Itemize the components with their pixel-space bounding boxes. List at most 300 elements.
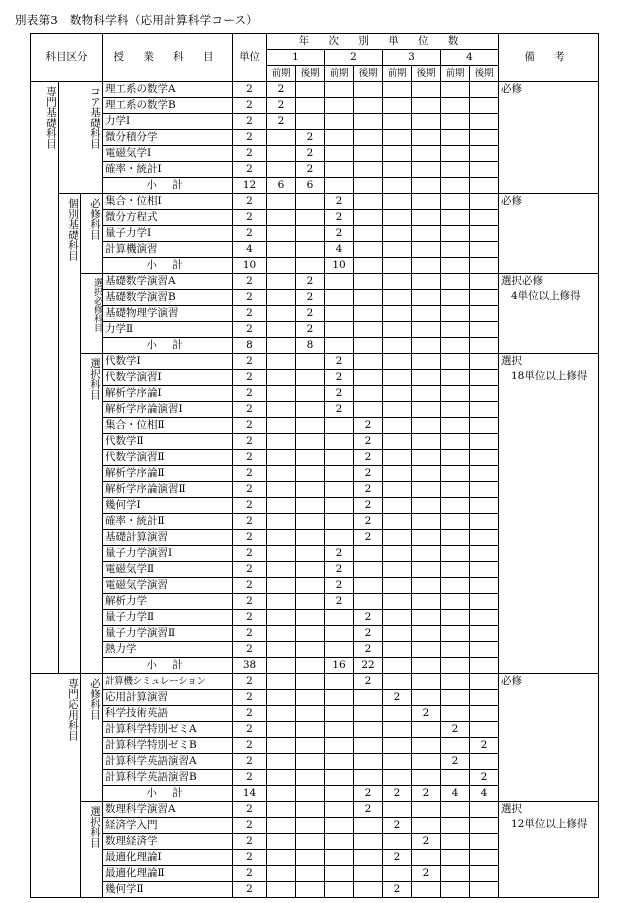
term-units-cell xyxy=(470,466,499,482)
term-units-cell xyxy=(296,578,325,594)
term-units-cell xyxy=(325,674,354,690)
term-units-cell xyxy=(325,338,354,354)
subject-name: 科学技術英語 xyxy=(103,706,233,722)
term-units-cell xyxy=(267,402,296,418)
term-units-cell xyxy=(296,210,325,226)
term-units-cell: 2 xyxy=(354,610,383,626)
term-units-cell xyxy=(267,258,296,274)
term-units-cell xyxy=(470,210,499,226)
table-row xyxy=(31,82,599,98)
term-units-cell xyxy=(470,514,499,530)
term-units-cell xyxy=(296,738,325,754)
header-term: 後期 xyxy=(412,66,441,82)
term-units-cell: 2 xyxy=(354,802,383,818)
term-units-cell xyxy=(267,434,296,450)
term-units-cell xyxy=(441,674,470,690)
term-units-cell xyxy=(354,306,383,322)
term-units-cell xyxy=(470,562,499,578)
term-units-cell xyxy=(296,818,325,834)
term-units-cell xyxy=(296,626,325,642)
term-units-cell xyxy=(412,546,441,562)
term-units-cell: 2 xyxy=(383,818,412,834)
term-units-cell xyxy=(267,418,296,434)
term-units-cell xyxy=(412,402,441,418)
term-units-cell xyxy=(441,82,470,98)
header-yearly-units: 年 次 別 単 位 数 xyxy=(267,34,499,50)
subject-name: 解析力学 xyxy=(103,594,233,610)
term-units-cell xyxy=(325,866,354,882)
units-cell: 12 xyxy=(233,178,267,194)
term-units-cell xyxy=(383,242,412,258)
term-units-cell xyxy=(325,610,354,626)
term-units-cell xyxy=(470,594,499,610)
term-units-cell xyxy=(267,658,296,674)
term-units-cell xyxy=(470,482,499,498)
term-units-cell xyxy=(354,754,383,770)
term-units-cell xyxy=(470,834,499,850)
term-units-cell xyxy=(470,130,499,146)
term-units-cell xyxy=(383,178,412,194)
term-units-cell xyxy=(470,882,499,898)
subject-name: 幾何学Ⅰ xyxy=(103,498,233,514)
term-units-cell xyxy=(296,354,325,370)
subject-name: 代数学演習Ⅱ xyxy=(103,450,233,466)
term-units-cell xyxy=(412,242,441,258)
units-cell: 2 xyxy=(233,290,267,306)
remarks-cell xyxy=(499,82,599,194)
term-units-cell: 2 xyxy=(267,114,296,130)
term-units-cell: 2 xyxy=(383,882,412,898)
subject-name: 応用計算演習 xyxy=(103,690,233,706)
term-units-cell: 2 xyxy=(296,162,325,178)
term-units-cell xyxy=(470,370,499,386)
term-units-cell xyxy=(412,626,441,642)
subject-name: 熱力学 xyxy=(103,642,233,658)
term-units-cell xyxy=(383,594,412,610)
term-units-cell xyxy=(470,626,499,642)
term-units-cell xyxy=(267,834,296,850)
term-units-cell xyxy=(441,162,470,178)
term-units-cell xyxy=(383,642,412,658)
term-units-cell xyxy=(470,290,499,306)
term-units-cell: 2 xyxy=(383,690,412,706)
term-units-cell xyxy=(412,98,441,114)
term-units-cell xyxy=(325,114,354,130)
term-units-cell xyxy=(267,514,296,530)
term-units-cell xyxy=(383,562,412,578)
term-units-cell xyxy=(354,82,383,98)
term-units-cell xyxy=(383,114,412,130)
remarks-line: 選択 xyxy=(501,355,522,367)
term-units-cell xyxy=(354,146,383,162)
header-term: 前期 xyxy=(441,66,470,82)
subject-name: 微分方程式 xyxy=(103,210,233,226)
table-row xyxy=(31,274,599,290)
term-units-cell: 6 xyxy=(296,178,325,194)
category-sentaku: 選択科目 xyxy=(81,354,103,674)
term-units-cell xyxy=(441,354,470,370)
units-cell: 2 xyxy=(233,498,267,514)
term-units-cell xyxy=(441,434,470,450)
subject-name: 解析学序論Ⅱ xyxy=(103,466,233,482)
term-units-cell xyxy=(383,322,412,338)
category-core: コア基礎科目 xyxy=(59,82,103,194)
term-units-cell xyxy=(267,594,296,610)
term-units-cell xyxy=(267,226,296,242)
term-units-cell xyxy=(441,530,470,546)
term-units-cell: 2 xyxy=(325,386,354,402)
term-units-cell xyxy=(441,578,470,594)
term-units-cell xyxy=(470,818,499,834)
term-units-cell xyxy=(267,322,296,338)
term-units-cell: 2 xyxy=(354,482,383,498)
term-units-cell xyxy=(354,818,383,834)
term-units-cell xyxy=(441,802,470,818)
term-units-cell: 2 xyxy=(267,98,296,114)
term-units-cell xyxy=(267,802,296,818)
units-cell: 2 xyxy=(233,770,267,786)
category-oyo-hisshu: 必修科目 xyxy=(81,674,103,802)
term-units-cell xyxy=(354,738,383,754)
term-units-cell xyxy=(470,754,499,770)
term-units-cell xyxy=(296,610,325,626)
term-units-cell xyxy=(267,386,296,402)
term-units-cell: 2 xyxy=(354,642,383,658)
term-units-cell xyxy=(267,738,296,754)
term-units-cell xyxy=(354,258,383,274)
term-units-cell xyxy=(267,722,296,738)
term-units-cell: 2 xyxy=(325,354,354,370)
term-units-cell xyxy=(470,146,499,162)
subject-name: 計算機演習 xyxy=(103,242,233,258)
remarks-line: 必修 xyxy=(501,195,522,207)
table-row xyxy=(31,354,599,370)
term-units-cell xyxy=(412,674,441,690)
units-cell: 2 xyxy=(233,850,267,866)
term-units-cell xyxy=(383,610,412,626)
remarks-cell xyxy=(499,274,599,354)
term-units-cell xyxy=(441,706,470,722)
term-units-cell xyxy=(412,178,441,194)
term-units-cell xyxy=(267,770,296,786)
subject-name: 最適化理論Ⅰ xyxy=(103,850,233,866)
units-cell: 2 xyxy=(233,674,267,690)
term-units-cell xyxy=(470,322,499,338)
header-year: 2 xyxy=(325,50,383,66)
term-units-cell xyxy=(354,322,383,338)
term-units-cell xyxy=(441,834,470,850)
term-units-cell xyxy=(354,546,383,562)
subject-name: 基礎物理学演習 xyxy=(103,306,233,322)
subject-name: 集合・位相Ⅰ xyxy=(103,194,233,210)
term-units-cell xyxy=(267,146,296,162)
term-units-cell xyxy=(267,450,296,466)
term-units-cell xyxy=(325,786,354,802)
term-units-cell: 2 xyxy=(354,786,383,802)
subject-name: 量子力学Ⅱ xyxy=(103,610,233,626)
term-units-cell: 2 xyxy=(441,722,470,738)
term-units-cell xyxy=(470,578,499,594)
term-units-cell xyxy=(296,658,325,674)
units-cell: 2 xyxy=(233,594,267,610)
term-units-cell: 2 xyxy=(325,594,354,610)
units-cell: 2 xyxy=(233,434,267,450)
term-units-cell xyxy=(470,450,499,466)
term-units-cell xyxy=(296,514,325,530)
subject-name: 理工系の数学A xyxy=(103,82,233,98)
term-units-cell xyxy=(325,738,354,754)
term-units-cell xyxy=(441,626,470,642)
term-units-cell xyxy=(267,482,296,498)
term-units-cell xyxy=(412,354,441,370)
term-units-cell xyxy=(383,338,412,354)
term-units-cell xyxy=(296,546,325,562)
term-units-cell xyxy=(383,450,412,466)
term-units-cell: 2 xyxy=(412,866,441,882)
term-units-cell: 2 xyxy=(354,418,383,434)
term-units-cell xyxy=(441,178,470,194)
term-units-cell: 4 xyxy=(325,242,354,258)
units-cell: 2 xyxy=(233,466,267,482)
term-units-cell xyxy=(267,754,296,770)
term-units-cell xyxy=(441,450,470,466)
term-units-cell xyxy=(383,658,412,674)
term-units-cell xyxy=(354,354,383,370)
term-units-cell xyxy=(383,370,412,386)
term-units-cell xyxy=(412,386,441,402)
term-units-cell: 2 xyxy=(325,226,354,242)
term-units-cell xyxy=(354,770,383,786)
term-units-cell: 10 xyxy=(325,258,354,274)
term-units-cell xyxy=(296,482,325,498)
subtotal-label: 小 計 xyxy=(103,338,233,354)
term-units-cell xyxy=(267,674,296,690)
term-units-cell xyxy=(296,562,325,578)
term-units-cell xyxy=(441,258,470,274)
units-cell: 2 xyxy=(233,578,267,594)
subject-name: 幾何学Ⅱ xyxy=(103,882,233,898)
units-cell: 2 xyxy=(233,626,267,642)
header-category: 科目区分 xyxy=(31,34,103,82)
header-term: 前期 xyxy=(325,66,354,82)
term-units-cell xyxy=(325,482,354,498)
term-units-cell xyxy=(412,722,441,738)
term-units-cell xyxy=(325,850,354,866)
term-units-cell: 2 xyxy=(354,466,383,482)
term-units-cell xyxy=(441,370,470,386)
units-cell: 2 xyxy=(233,754,267,770)
term-units-cell xyxy=(354,706,383,722)
subject-name: 基礎計算演習 xyxy=(103,530,233,546)
subtotal-label: 小 計 xyxy=(103,658,233,674)
units-cell: 8 xyxy=(233,338,267,354)
term-units-cell: 2 xyxy=(470,770,499,786)
term-units-cell xyxy=(441,130,470,146)
term-units-cell xyxy=(267,306,296,322)
term-units-cell xyxy=(267,498,296,514)
header-year: 4 xyxy=(441,50,499,66)
term-units-cell xyxy=(383,514,412,530)
term-units-cell xyxy=(325,498,354,514)
term-units-cell xyxy=(325,466,354,482)
units-cell: 2 xyxy=(233,146,267,162)
term-units-cell xyxy=(296,674,325,690)
term-units-cell xyxy=(412,82,441,98)
term-units-cell xyxy=(325,754,354,770)
term-units-cell xyxy=(267,786,296,802)
subject-name: 確率・統計Ⅱ xyxy=(103,514,233,530)
term-units-cell: 22 xyxy=(354,658,383,674)
term-units-cell xyxy=(325,722,354,738)
term-units-cell xyxy=(267,626,296,642)
term-units-cell xyxy=(325,450,354,466)
term-units-cell xyxy=(296,82,325,98)
term-units-cell xyxy=(325,178,354,194)
term-units-cell: 2 xyxy=(325,402,354,418)
subject-name: 電磁気学Ⅱ xyxy=(103,562,233,578)
term-units-cell xyxy=(441,402,470,418)
term-units-cell: 2 xyxy=(296,274,325,290)
term-units-cell xyxy=(296,418,325,434)
term-units-cell xyxy=(383,210,412,226)
term-units-cell: 8 xyxy=(296,338,325,354)
subject-name: 解析学序論演習Ⅰ xyxy=(103,402,233,418)
units-cell: 2 xyxy=(233,82,267,98)
term-units-cell xyxy=(354,578,383,594)
term-units-cell xyxy=(325,306,354,322)
term-units-cell xyxy=(441,850,470,866)
term-units-cell xyxy=(412,530,441,546)
term-units-cell xyxy=(470,706,499,722)
term-units-cell xyxy=(470,802,499,818)
term-units-cell xyxy=(325,162,354,178)
units-cell: 2 xyxy=(233,706,267,722)
term-units-cell xyxy=(470,338,499,354)
term-units-cell xyxy=(267,466,296,482)
term-units-cell xyxy=(470,722,499,738)
term-units-cell xyxy=(354,594,383,610)
header-term: 前期 xyxy=(383,66,412,82)
units-cell: 2 xyxy=(233,514,267,530)
term-units-cell xyxy=(383,466,412,482)
term-units-cell xyxy=(412,434,441,450)
term-units-cell xyxy=(296,194,325,210)
term-units-cell xyxy=(412,418,441,434)
term-units-cell xyxy=(267,578,296,594)
term-units-cell xyxy=(412,482,441,498)
subject-name: 代数学Ⅰ xyxy=(103,354,233,370)
term-units-cell xyxy=(412,194,441,210)
term-units-cell xyxy=(354,242,383,258)
subject-name: 経済学入門 xyxy=(103,818,233,834)
term-units-cell xyxy=(412,594,441,610)
term-units-cell xyxy=(354,882,383,898)
units-cell: 2 xyxy=(233,818,267,834)
units-cell: 2 xyxy=(233,130,267,146)
term-units-cell xyxy=(267,706,296,722)
term-units-cell xyxy=(383,754,412,770)
term-units-cell xyxy=(296,434,325,450)
term-units-cell: 4 xyxy=(470,786,499,802)
subject-name: 計算科学特別ゼミB xyxy=(103,738,233,754)
subtotal-label: 小 計 xyxy=(103,786,233,802)
term-units-cell xyxy=(325,530,354,546)
subtotal-label: 小 計 xyxy=(103,258,233,274)
header-year: 3 xyxy=(383,50,441,66)
units-cell: 2 xyxy=(233,402,267,418)
term-units-cell xyxy=(470,610,499,626)
term-units-cell xyxy=(470,178,499,194)
term-units-cell xyxy=(354,290,383,306)
term-units-cell xyxy=(441,658,470,674)
term-units-cell: 16 xyxy=(325,658,354,674)
term-units-cell xyxy=(441,226,470,242)
term-units-cell xyxy=(412,450,441,466)
term-units-cell xyxy=(296,98,325,114)
term-units-cell xyxy=(296,786,325,802)
term-units-cell xyxy=(383,226,412,242)
term-units-cell: 2 xyxy=(470,738,499,754)
subject-name: 電磁気学演習 xyxy=(103,578,233,594)
term-units-cell xyxy=(412,514,441,530)
term-units-cell xyxy=(470,866,499,882)
units-cell: 2 xyxy=(233,210,267,226)
table-row xyxy=(31,674,599,690)
category-oyo-sentaku: 選択科目 xyxy=(81,802,103,898)
term-units-cell xyxy=(441,306,470,322)
term-units-cell xyxy=(470,306,499,322)
term-units-cell: 2 xyxy=(325,578,354,594)
remarks-line: 必修 xyxy=(501,83,522,95)
term-units-cell: 2 xyxy=(354,514,383,530)
term-units-cell xyxy=(354,338,383,354)
term-units-cell xyxy=(383,834,412,850)
term-units-cell xyxy=(441,882,470,898)
term-units-cell xyxy=(470,386,499,402)
term-units-cell: 2 xyxy=(296,130,325,146)
term-units-cell xyxy=(383,706,412,722)
table-row xyxy=(31,802,599,818)
term-units-cell xyxy=(383,162,412,178)
term-units-cell xyxy=(412,274,441,290)
term-units-cell xyxy=(470,194,499,210)
term-units-cell xyxy=(441,386,470,402)
units-cell: 2 xyxy=(233,866,267,882)
subtotal-label: 小 計 xyxy=(103,178,233,194)
term-units-cell xyxy=(441,690,470,706)
term-units-cell xyxy=(325,882,354,898)
term-units-cell xyxy=(383,546,412,562)
term-units-cell xyxy=(267,562,296,578)
subject-name: 量子力学Ⅰ xyxy=(103,226,233,242)
units-cell: 2 xyxy=(233,738,267,754)
units-cell: 2 xyxy=(233,722,267,738)
term-units-cell xyxy=(412,338,441,354)
term-units-cell xyxy=(470,98,499,114)
term-units-cell xyxy=(441,146,470,162)
term-units-cell xyxy=(354,210,383,226)
subject-name: 解析学序論演習Ⅱ xyxy=(103,482,233,498)
term-units-cell: 6 xyxy=(267,178,296,194)
term-units-cell: 2 xyxy=(354,498,383,514)
term-units-cell xyxy=(412,658,441,674)
subject-name: 計算科学特別ゼミA xyxy=(103,722,233,738)
term-units-cell xyxy=(296,450,325,466)
units-cell: 2 xyxy=(233,690,267,706)
header-remarks: 備 考 xyxy=(499,34,599,82)
term-units-cell xyxy=(325,834,354,850)
term-units-cell xyxy=(470,658,499,674)
